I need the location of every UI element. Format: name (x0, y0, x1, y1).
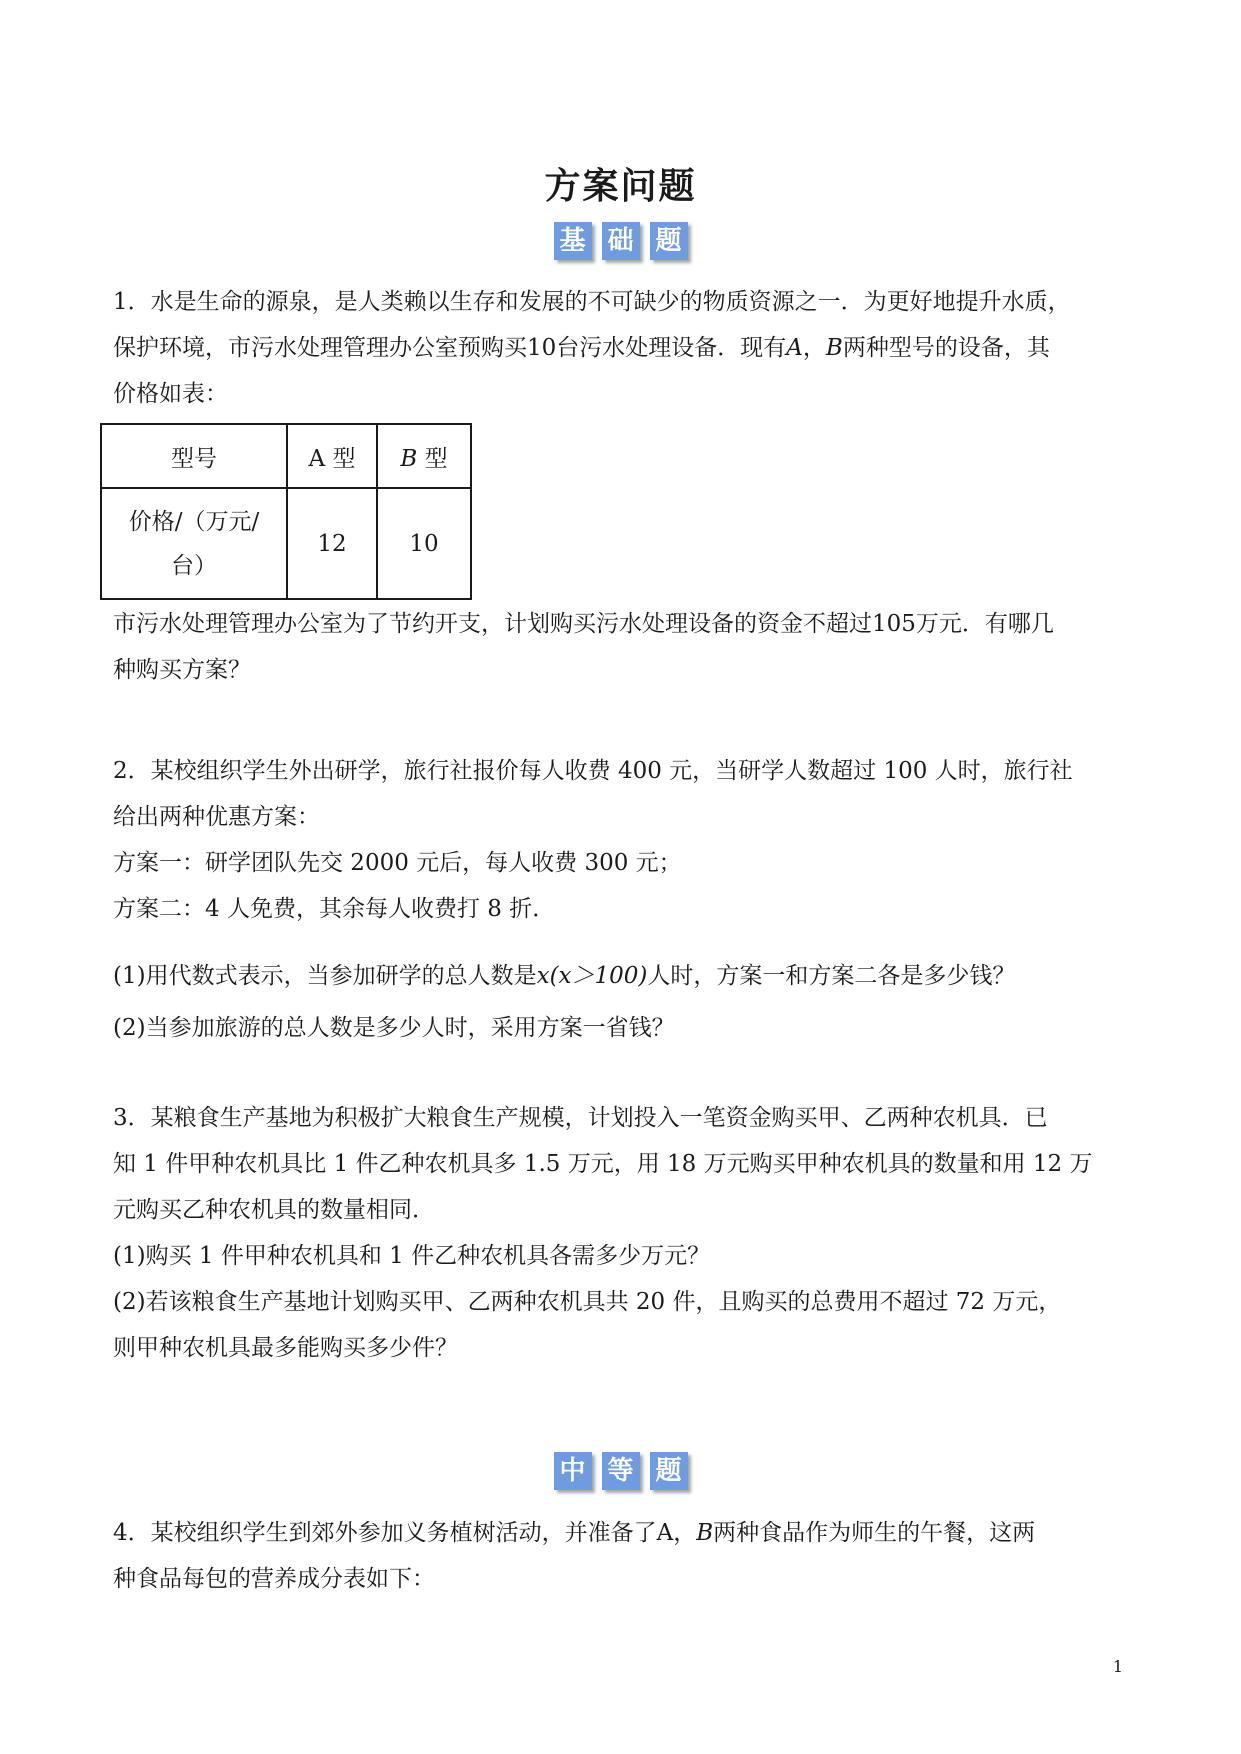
q1-line: 保护环境，市污水处理管理办公室预购买10台污水处理设备．现有A，B两种型号的设备，其 (113, 335, 1050, 361)
q3-line: 3．某粮食生产基地为积极扩大粮食生产规模，计划投入一笔资金购买甲、乙两种农机具．已 (113, 1105, 1048, 1131)
q3-line: (2)若该粮食生产基地计划购买甲、乙两种农机具共 20 件，且购买的总费用不超过 72 万元， (113, 1289, 1062, 1315)
price-table (100, 423, 472, 600)
table-row (101, 424, 471, 488)
q1-line: 种购买方案？ (113, 657, 251, 683)
question-4 (113, 1510, 1128, 1602)
q1-line: 1．水是生命的源泉，是人类赖以生存和发展的不可缺少的物质资源之一．为更好地提升水质， (113, 289, 1071, 315)
q3-line: (1)购买 1 件甲种农机具和 1 件乙种农机具各需多少万元？ (113, 1243, 711, 1269)
badge-char: 等 (602, 1452, 640, 1490)
badge-char: 中 (554, 1452, 592, 1490)
page-number: 1 (1112, 1657, 1123, 1676)
question-1 (113, 279, 1128, 417)
question-2 (113, 748, 1128, 932)
q2-line: 给出两种优惠方案： (113, 804, 320, 830)
table-cell: 12 (287, 488, 377, 599)
question-3 (113, 1095, 1128, 1371)
page-title: 方案问题 (544, 166, 697, 207)
q2-line: 方案二：4 人免费，其余每人收费打 8 折． (113, 896, 556, 922)
math-expression: x(x＞100) (536, 963, 648, 989)
q2-sub1: (1)用代数式表示，当参加研学的总人数是x(x＞100)人时，方案一和方案二各是多少钱？ (113, 963, 1016, 989)
q3-line: 则甲种农机具最多能购买多少件？ (113, 1335, 458, 1361)
q1-line: 市污水处理管理办公室为了节约开支，计划购买污水处理设备的资金不超过105万元．有哪几 (113, 611, 1054, 637)
table-cell: 10 (377, 488, 471, 599)
q3-line: 元购买乙种农机具的数量相同． (113, 1197, 435, 1223)
table-header-cell: A 型 (287, 424, 377, 488)
question-1-continued (113, 601, 1128, 693)
q1-line: 价格如表： (113, 381, 228, 407)
q2-line: 2．某校组织学生外出研学，旅行社报价每人收费 400 元，当研学人数超过 100 人时，旅行社 (113, 758, 1073, 784)
badge-char: 基 (554, 222, 592, 260)
table-row (101, 488, 471, 599)
badge-char: 础 (602, 222, 640, 260)
table-header-cell: B 型 (377, 424, 471, 488)
q4-line: 种食品每包的营养成分表如下： (113, 1566, 435, 1592)
section-badge-medium (0, 1452, 1241, 1490)
q3-line: 知 1 件甲种农机具比 1 件乙种农机具多 1.5 万元，用 18 万元购买甲种农机具的数量和用 12 万 (113, 1151, 1093, 1177)
q2-sub2: (2)当参加旅游的总人数是多少人时，采用方案一省钱？ (113, 1015, 675, 1041)
table-cell: 价格/（万元/ 台） (101, 488, 287, 599)
q4-line: 4．某校组织学生到郊外参加义务植树活动，并准备了A，B两种食品作为师生的午餐，这两 (113, 1520, 1036, 1546)
badge-char: 题 (650, 222, 688, 260)
section-badge-basic (0, 222, 1241, 260)
table-header-cell: 型号 (101, 424, 287, 488)
q2-line: 方案一：研学团队先交 2000 元后，每人收费 300 元； (113, 850, 682, 876)
question-2-subparts (113, 950, 1128, 1054)
badge-char: 题 (650, 1452, 688, 1490)
